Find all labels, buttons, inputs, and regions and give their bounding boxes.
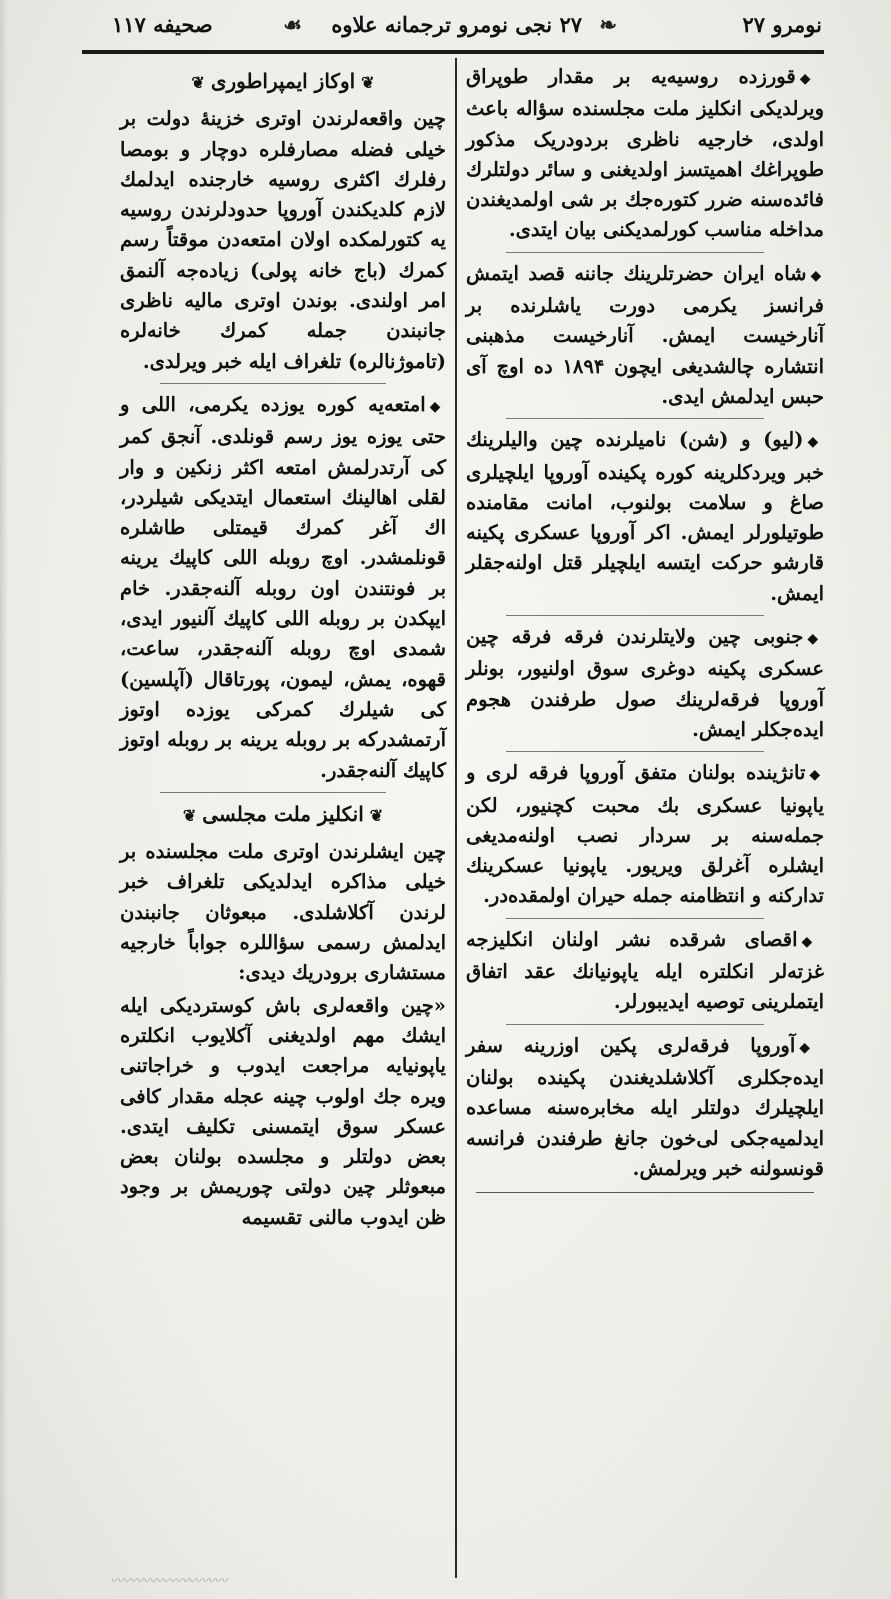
news-item-7 bbox=[466, 1031, 824, 1184]
pencil-marks: 〰〰〰〰〰〰〰〰〰 bbox=[110, 1574, 228, 1589]
news-item-text: (لیو) و (شن) نامیلرنده چین والیلرینك خبر ویردکلرینه کوره پکینده آوروپا ایلچیلری صاغ و سلامت بولنوب، امانت مقامنده طوتیلورلر ایمش. اکر آوروپا عسکری پکینه قارشو حرکت ایتسه ایلچیلر قتل اولنه‌جقلر ایمش. bbox=[466, 428, 824, 605]
article-quote: «چین واقعه‌لری باش کوستردیکی ایله ایشك مهم اولدیغنی آکلایوب انکلتره یاپونیایه مراجعت ایدوب و خراجاتنی ویره‌ جك اولوب چینه عجله مقدار کافی عسکر سوق ایتمسنی تکلیف ایتدی. بعض دولتلر و مجلسده بولنان بعض مبعوثلر چین دولتی چوریمش بر وجود ظن ایدوب مالنی تقسیمه bbox=[120, 993, 446, 1229]
bullet-icon: ◆ bbox=[801, 933, 824, 950]
item-separator bbox=[160, 383, 386, 384]
bullet-icon: ◆ bbox=[809, 767, 824, 784]
item-separator bbox=[506, 615, 764, 616]
right-column bbox=[466, 62, 824, 1193]
news-item-text: شاه ایران حضرتلرینك جاننه قصد ایتمش فرانسز یکرمی دورت یاشلرنده بر آنارخیست ایمش. آنارخیست مذهبنی انتشاره چالشدیغی ایچون ۱۸۹۴ ده اوچ آی حبس ایدلمش ایدی. bbox=[466, 261, 824, 408]
page-edge-shadow bbox=[0, 0, 8, 1599]
column-end-rule bbox=[476, 1192, 814, 1193]
news-item-5 bbox=[466, 758, 824, 911]
news-item-4 bbox=[466, 622, 824, 745]
item-separator bbox=[506, 418, 764, 419]
bullet-icon: ◆ bbox=[810, 267, 824, 284]
news-item-3 bbox=[466, 425, 824, 609]
article-paragraph-text: امتعه‌یه کوره یوزده یکرمی، اللی و حتی یوزه یوز رسم قونلدی. آنجق کمر کی آرتدرلمش امتعه اکثر زنکین و وار لقلی اهالینك استعمال ایتدیکی شیلردر، اك آغر کمرك قیمتلی طاشلره قونلمشدر. اوچ روبله اللی کاپیك یرینه بر فونتندن اون روبله آلنه‌جقدر. خام ایپکدن بر روبله اللی کاپیك آلنیور ایدی، شمدی اوچ روبله آلنه‌جقدر، ساعت، قهوه، یمش، لیمون، پورتاقال (آپلسین) کی شیلرك کمرکی یوزده اوتوز آرتمشدرکه بر روبله یرینه بر روبله اوتوز کاپیك آلنه‌جقدر. bbox=[120, 392, 446, 782]
left-column bbox=[120, 62, 446, 1235]
header-ornament-left-icon: ☙ bbox=[283, 12, 302, 37]
article-paragraph bbox=[120, 390, 446, 786]
item-separator bbox=[506, 252, 764, 253]
section-title-parliament bbox=[120, 799, 446, 831]
page-number: صحیفه ۱۱۷ bbox=[112, 12, 213, 37]
item-separator bbox=[506, 1024, 764, 1025]
column-divider bbox=[455, 58, 457, 1578]
section-title-text: انکلیز ملت مجلسی bbox=[202, 801, 364, 826]
article-paragraph: چین واقعه‌لرندن اوتری خزینهٔ دولت بر خیلی فضله مصارفلره دوچار و بومصا رفلرك اکثری روسیه خارجنده ایدلمك لازم کلدیکندن آوروپا حدودلرندن روسیه یه کتورلمکده اولان امتعه‌دن موقتاً رسم کمرك (باج خانه پولی) زیاده‌جه آلنمق امر اولندی. بوندن اوتری مالیه ناظری جانبندن جمله کمرك خانه‌لره (تاموژنالره) تلغراف ایله خبر ویرلدی. bbox=[120, 107, 446, 373]
page-header bbox=[82, 6, 822, 46]
news-item-2 bbox=[466, 259, 824, 412]
issue-number: نومرو ۲۷ bbox=[742, 12, 822, 37]
flourish-right-icon: ❦ bbox=[369, 805, 384, 825]
item-separator bbox=[506, 918, 764, 919]
header-title: ۲۷ نجی نومرو ترجمانه علاوه bbox=[331, 12, 582, 37]
news-item-6 bbox=[466, 925, 824, 1018]
bullet-icon: ◆ bbox=[807, 631, 824, 648]
news-item-1 bbox=[466, 62, 824, 246]
article-paragraph: چین ایشلرندن اوتری ملت مجلسنده بر خیلی مذاکره ایدلدیکی تلغراف خبر لرندن آکلاشلدی. مبعوثان جانبندن ایدلمش رسمی سؤاللره جواباً خارجیه مستشاری برودریك دیدی: bbox=[120, 840, 446, 985]
news-item-text: آوروپا فرقه‌لری پکین اوزرینه سفر ایده‌جکلری آکلاشلدیغندن پکینده بولنان ایلچیلرك دولتلر ایله مخابره‌سنه مساعده ایدلمیه‌جکی لی‌خون جانغ طرفندن فرانسه قونسولنه خبر ویرلمش. bbox=[466, 1033, 824, 1180]
news-item-text: قورزده روسیه‌یه بر مقدار طوپراق ویرلدیکی انکلیز ملت مجلسنده سؤاله باعث اولدی، خارجیه ناظری بردودریک مذکور طوپراغك اهمیتسز اولدیغنی و سائر دولتلرك فائده‌سنه ضرر کتوره‌جك بر شی اولمدیغندن مداخله مناسب کورلمدیکنی بیان ایتدی. bbox=[466, 65, 824, 242]
bullet-icon: ◆ bbox=[799, 1039, 824, 1056]
header-ornament-right-icon: ❧ bbox=[599, 12, 617, 37]
header-rule bbox=[82, 50, 824, 54]
item-separator bbox=[506, 751, 764, 752]
news-item-text: تانژینده بولنان متفق آوروپا فرقه لری و یاپونیا عسکری بك محبت کچنیور، لکن جمله‌سنه بر سردار نصب اولنه‌مدیغی ایشلره آغرلق ویریور. یاپونیا عسکرینك تدارکنه و انتظامنه جمله حیران اولمقده‌در. bbox=[466, 761, 824, 908]
section-title-text: اوکاز ایمپراطوری bbox=[210, 69, 356, 93]
bullet-icon: ◆ bbox=[807, 434, 824, 451]
flourish-right-icon: ❦ bbox=[361, 73, 375, 92]
news-item-text: اقصای شرقده نشر اولنان انکلیزجه غزته‌لر انکلتره ایله یاپونیانك عقد اتفاق ایتملرینی توصیه ایدیبورلر. bbox=[466, 927, 824, 1014]
flourish-left-icon: ❦ bbox=[182, 805, 197, 825]
item-separator bbox=[160, 792, 386, 793]
news-item-text: جنوبی چین ولایتلرندن فرقه فرقه چین عسکری پکینه دوغری سوق اولنیور، بونلر آوروپا فرقه‌لرینك صول طرفندن هجوم ایده‌جکلر ایمش. bbox=[466, 625, 824, 741]
bullet-icon: ◆ bbox=[799, 71, 824, 87]
flourish-left-icon: ❦ bbox=[191, 73, 205, 92]
section-title-ukase bbox=[120, 66, 446, 98]
bullet-icon: ◆ bbox=[429, 398, 446, 415]
